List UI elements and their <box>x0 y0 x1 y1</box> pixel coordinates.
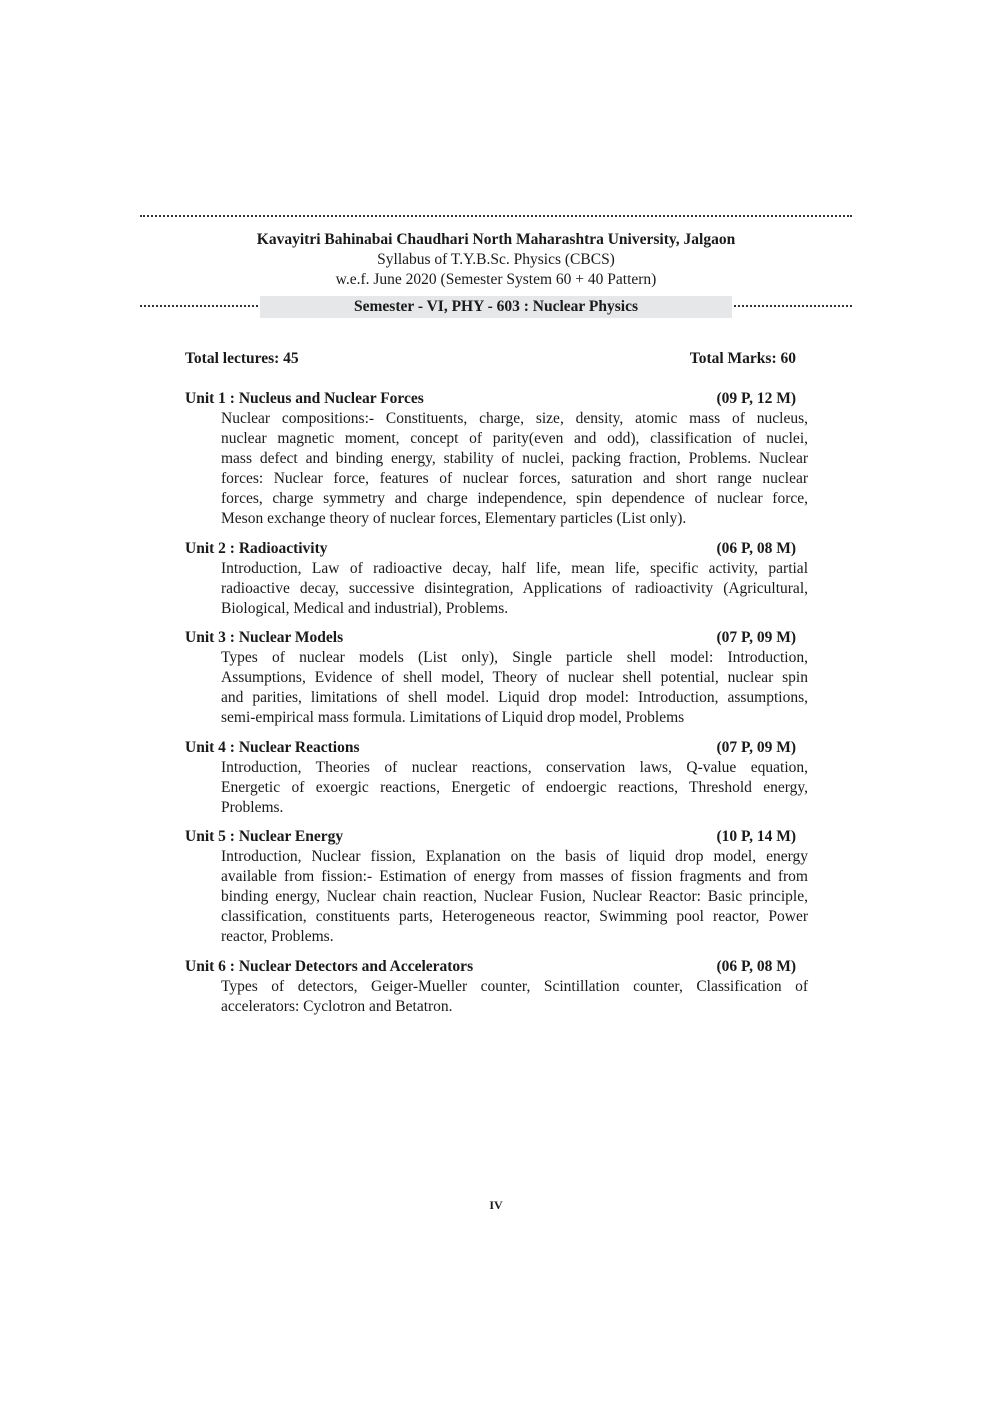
unit-content-line: Problems. <box>221 799 284 816</box>
unit-credits: (06 P, 08 M) <box>716 540 796 557</box>
unit-section <box>185 628 808 728</box>
university-name: Kavayitri Bahinabai Chaudhari North Maharashtra University, Jalgaon <box>256 231 736 248</box>
unit-content-line: mass defect and binding energy, stability of nuclei, packing fraction, Problems. Nuclear <box>221 450 808 467</box>
unit-content-line: Energetic of exoergic reactions, Energetic of endoergic reactions, Threshold energy, <box>221 779 808 796</box>
unit-content-line: forces, charge symmetry and charge independence, spin dependence of nuclear force, <box>221 490 808 507</box>
unit-heading <box>185 539 796 559</box>
unit-credits: (10 P, 14 M) <box>716 828 796 845</box>
unit-content-line: nuclear magnetic moment, concept of parity(even and odd), classification of nuclei, <box>221 430 808 447</box>
unit-heading <box>185 738 796 758</box>
unit-content-line: semi-empirical mass formula. Limitations of Liquid drop model, Problems <box>221 709 685 726</box>
total-lectures: Total lectures: 45 <box>185 350 299 367</box>
total-marks: Total Marks: 60 <box>689 350 796 367</box>
unit-content-line: Types of nuclear models (List only), Single particle shell model: Introduction, <box>221 649 808 666</box>
unit-content-line: classification, constituents parts, Heterogeneous reactor, Swimming pool reactor, Power <box>221 908 808 925</box>
unit-content-line: Biological, Medical and industrial), Problems. <box>221 600 509 617</box>
unit-content-line: Meson exchange theory of nuclear forces, Elementary particles (List only). <box>221 510 687 527</box>
unit-content-line: Types of detectors, Geiger-Mueller counter, Scintillation counter, Classification of <box>221 978 808 995</box>
unit-heading <box>185 628 796 648</box>
unit-heading <box>185 389 796 409</box>
left-dotted-rule <box>140 305 258 307</box>
unit-content-line: reactor, Problems. <box>221 928 334 945</box>
top-dotted-rule <box>140 215 852 217</box>
unit-content-line: Assumptions, Evidence of shell model, Theory of nuclear shell potential, nuclear spin <box>221 669 808 686</box>
unit-section <box>185 827 808 947</box>
unit-content-line: accelerators: Cyclotron and Betatron. <box>221 998 453 1015</box>
unit-content-line: Introduction, Law of radioactive decay, half life, mean life, specific activity, partial <box>221 560 808 577</box>
unit-section <box>185 957 808 1017</box>
unit-content-line: Introduction, Nuclear fission, Explanation on the basis of liquid drop model, energy <box>221 848 808 865</box>
unit-content-line: and parities, limitations of shell model. Liquid drop model: Introduction, assumptions, <box>221 689 808 706</box>
right-dotted-rule <box>734 305 852 307</box>
unit-credits: (07 P, 09 M) <box>716 739 796 756</box>
semester-title: Semester - VI, PHY - 603 : Nuclear Physics <box>260 296 732 318</box>
unit-content-line: forces: Nuclear force, features of nuclear forces, saturation and short range nuclear <box>221 470 808 487</box>
unit-title: Unit 2 : Radioactivity <box>185 540 328 557</box>
unit-title: Unit 3 : Nuclear Models <box>185 629 344 646</box>
unit-credits: (06 P, 08 M) <box>716 958 796 975</box>
unit-content-line: Nuclear compositions:- Constituents, charge, size, density, atomic mass of nucleus, <box>221 410 808 427</box>
unit-section <box>185 539 808 619</box>
unit-content-line: Introduction, Theories of nuclear reactions, conservation laws, Q-value equation, <box>221 759 808 776</box>
unit-title: Unit 6 : Nuclear Detectors and Accelerators <box>185 958 474 975</box>
unit-heading <box>185 957 796 977</box>
unit-content-line: binding energy, Nuclear chain reaction, Nuclear Fusion, Nuclear Reactor: Basic principle, <box>221 888 808 905</box>
unit-credits: (07 P, 09 M) <box>716 629 796 646</box>
page-number: IV <box>489 1198 503 1212</box>
unit-content-line: available from fission:- Estimation of energy from masses of fission fragments and from <box>221 868 808 885</box>
effective-date: w.e.f. June 2020 (Semester System 60 + 40 Pattern) <box>335 271 657 288</box>
unit-credits: (09 P, 12 M) <box>716 390 796 407</box>
unit-section <box>185 389 808 529</box>
syllabus-title: Syllabus of T.Y.B.Sc. Physics (CBCS) <box>377 251 615 268</box>
unit-section <box>185 738 808 818</box>
unit-content-line: radioactive decay, successive disintegration, Applications of radioactivity (Agricultural, <box>221 580 808 597</box>
unit-title: Unit 5 : Nuclear Energy <box>185 828 344 845</box>
unit-heading <box>185 827 796 847</box>
totals-row <box>185 350 796 368</box>
unit-title: Unit 4 : Nuclear Reactions <box>185 739 360 756</box>
unit-title: Unit 1 : Nucleus and Nuclear Forces <box>185 390 424 407</box>
